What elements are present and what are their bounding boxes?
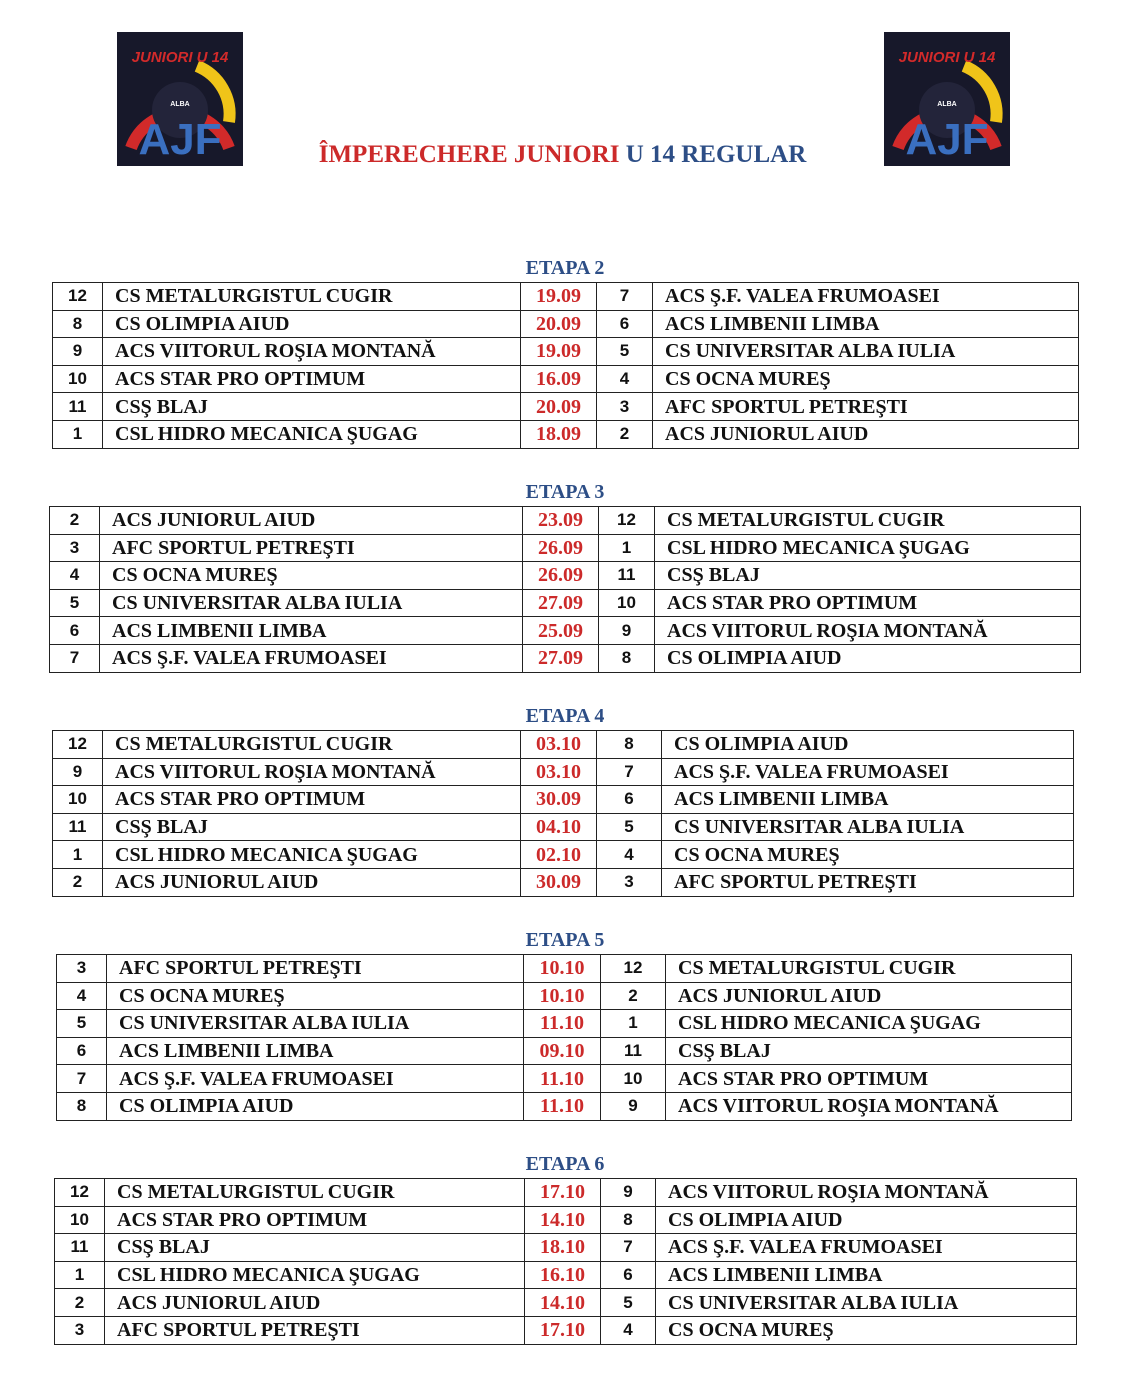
away-team: ACS Ş.F. VALEA FRUMOASEI — [662, 758, 1074, 786]
home-team: ACS JUNIORUL AIUD — [103, 868, 521, 896]
match-row — [53, 393, 1079, 421]
home-number: 8 — [57, 1092, 107, 1120]
home-team: CSŞ BLAJ — [103, 813, 521, 841]
svg-text:ALBA: ALBA — [170, 101, 190, 108]
fixtures-table — [56, 954, 1072, 1121]
match-date: 11.10 — [524, 1065, 601, 1093]
match-date: 19.09 — [521, 338, 597, 366]
match-row — [53, 310, 1079, 338]
home-team: CS OCNA MUREŞ — [107, 982, 524, 1010]
away-number: 7 — [597, 758, 662, 786]
match-row — [55, 1206, 1077, 1234]
match-date: 27.09 — [523, 589, 599, 617]
home-number: 9 — [53, 758, 103, 786]
away-number: 7 — [597, 283, 653, 311]
away-team: ACS STAR PRO OPTIMUM — [655, 589, 1081, 617]
match-date: 17.10 — [525, 1316, 601, 1344]
match-date: 03.10 — [521, 731, 597, 759]
away-team: ACS LIMBENII LIMBA — [662, 786, 1074, 814]
home-number: 7 — [50, 644, 100, 672]
home-team: CS OLIMPIA AIUD — [107, 1092, 524, 1120]
away-number: 1 — [599, 534, 655, 562]
away-number: 9 — [601, 1179, 656, 1207]
away-number: 8 — [601, 1206, 656, 1234]
stage-title: ETAPA 4 — [525, 705, 605, 727]
away-number: 12 — [601, 955, 666, 983]
home-number: 11 — [55, 1234, 105, 1262]
home-team: CSŞ BLAJ — [105, 1234, 525, 1262]
home-number: 12 — [53, 283, 103, 311]
home-team: CS OLIMPIA AIUD — [103, 310, 521, 338]
away-team: CS UNIVERSITAR ALBA IULIA — [662, 813, 1074, 841]
away-number: 5 — [601, 1289, 656, 1317]
away-team: ACS JUNIORUL AIUD — [666, 982, 1072, 1010]
home-team: CSŞ BLAJ — [103, 393, 521, 421]
home-team: CSL HIDRO MECANICA ŞUGAG — [103, 841, 521, 869]
svg-text:AJF: AJF — [905, 115, 989, 164]
away-team: ACS LIMBENII LIMBA — [653, 310, 1079, 338]
match-date: 17.10 — [525, 1179, 601, 1207]
match-date: 23.09 — [523, 507, 599, 535]
match-date: 14.10 — [525, 1289, 601, 1317]
away-number: 6 — [597, 786, 662, 814]
home-team: ACS VIITORUL ROŞIA MONTANĂ — [103, 338, 521, 366]
away-number: 6 — [601, 1261, 656, 1289]
match-row — [50, 644, 1081, 672]
stage-title: ETAPA 2 — [525, 257, 605, 279]
home-number: 5 — [57, 1010, 107, 1038]
match-date: 02.10 — [521, 841, 597, 869]
away-number: 2 — [601, 982, 666, 1010]
page-title — [0, 141, 1125, 169]
match-row — [50, 589, 1081, 617]
away-number: 5 — [597, 338, 653, 366]
away-number: 4 — [601, 1316, 656, 1344]
away-team: ACS VIITORUL ROŞIA MONTANĂ — [655, 617, 1081, 645]
home-team: CS UNIVERSITAR ALBA IULIA — [100, 589, 523, 617]
home-number: 2 — [55, 1289, 105, 1317]
home-team: ACS JUNIORUL AIUD — [105, 1289, 525, 1317]
home-number: 9 — [53, 338, 103, 366]
match-date: 11.10 — [524, 1092, 601, 1120]
away-team: CSŞ BLAJ — [655, 562, 1081, 590]
home-team: ACS STAR PRO OPTIMUM — [105, 1206, 525, 1234]
away-number: 4 — [597, 841, 662, 869]
home-team: AFC SPORTUL PETREŞTI — [107, 955, 524, 983]
match-date: 27.09 — [523, 644, 599, 672]
away-number: 11 — [599, 562, 655, 590]
home-team: ACS LIMBENII LIMBA — [100, 617, 523, 645]
away-number: 1 — [601, 1010, 666, 1038]
match-date: 20.09 — [521, 310, 597, 338]
fixtures-table — [54, 1178, 1077, 1345]
away-number: 2 — [597, 420, 653, 448]
match-row — [53, 283, 1079, 311]
home-team: ACS VIITORUL ROŞIA MONTANĂ — [103, 758, 521, 786]
away-number: 9 — [599, 617, 655, 645]
match-date: 11.10 — [524, 1010, 601, 1038]
away-team: CS UNIVERSITAR ALBA IULIA — [653, 338, 1079, 366]
home-number: 12 — [53, 731, 103, 759]
away-number: 11 — [601, 1037, 666, 1065]
match-row — [55, 1234, 1077, 1262]
away-team: CS OCNA MUREŞ — [653, 365, 1079, 393]
away-team: CSŞ BLAJ — [666, 1037, 1072, 1065]
match-row — [57, 1065, 1072, 1093]
match-date: 16.10 — [525, 1261, 601, 1289]
home-number: 10 — [55, 1206, 105, 1234]
match-row — [57, 1037, 1072, 1065]
fixtures-table — [49, 506, 1081, 673]
match-row — [53, 758, 1074, 786]
home-number: 6 — [57, 1037, 107, 1065]
away-team: ACS VIITORUL ROŞIA MONTANĂ — [656, 1179, 1077, 1207]
home-team: CS METALURGISTUL CUGIR — [103, 731, 521, 759]
home-number: 3 — [55, 1316, 105, 1344]
away-team: CS OCNA MUREŞ — [656, 1316, 1077, 1344]
match-row — [53, 338, 1079, 366]
fixtures-table — [52, 282, 1079, 449]
match-date: 18.10 — [525, 1234, 601, 1262]
stage-title: ETAPA 3 — [525, 481, 605, 503]
match-row — [57, 1010, 1072, 1038]
away-number: 8 — [597, 731, 662, 759]
away-team: CS UNIVERSITAR ALBA IULIA — [656, 1289, 1077, 1317]
home-number: 7 — [57, 1065, 107, 1093]
svg-text:ALBA: ALBA — [937, 101, 957, 108]
home-team: CS METALURGISTUL CUGIR — [105, 1179, 525, 1207]
home-team: CSL HIDRO MECANICA ŞUGAG — [103, 420, 521, 448]
away-team: AFC SPORTUL PETREŞTI — [662, 868, 1074, 896]
away-number: 10 — [601, 1065, 666, 1093]
home-number: 4 — [50, 562, 100, 590]
match-row — [55, 1316, 1077, 1344]
home-number: 11 — [53, 393, 103, 421]
home-team: CSL HIDRO MECANICA ŞUGAG — [105, 1261, 525, 1289]
match-row — [53, 731, 1074, 759]
home-number: 3 — [57, 955, 107, 983]
match-date: 30.09 — [521, 786, 597, 814]
home-team: ACS Ş.F. VALEA FRUMOASEI — [100, 644, 523, 672]
match-row — [50, 562, 1081, 590]
home-number: 10 — [53, 365, 103, 393]
home-number: 2 — [53, 868, 103, 896]
home-team: CS METALURGISTUL CUGIR — [103, 283, 521, 311]
away-team: CS OLIMPIA AIUD — [656, 1206, 1077, 1234]
away-number: 6 — [597, 310, 653, 338]
home-number: 8 — [53, 310, 103, 338]
match-row — [57, 982, 1072, 1010]
page-title-part1: ÎMPERECHERE JUNIORI — [318, 141, 620, 168]
match-row — [55, 1289, 1077, 1317]
match-row — [57, 1092, 1072, 1120]
home-team: ACS JUNIORUL AIUD — [100, 507, 523, 535]
home-number: 3 — [50, 534, 100, 562]
away-team: ACS Ş.F. VALEA FRUMOASEI — [656, 1234, 1077, 1262]
away-number: 10 — [599, 589, 655, 617]
match-row — [53, 365, 1079, 393]
away-number: 9 — [601, 1092, 666, 1120]
match-row — [53, 813, 1074, 841]
away-team: AFC SPORTUL PETREŞTI — [653, 393, 1079, 421]
away-team: CS METALURGISTUL CUGIR — [666, 955, 1072, 983]
home-number: 4 — [57, 982, 107, 1010]
stage-title: ETAPA 5 — [525, 929, 605, 951]
match-date: 16.09 — [521, 365, 597, 393]
home-team: AFC SPORTUL PETREŞTI — [100, 534, 523, 562]
away-team: ACS LIMBENII LIMBA — [656, 1261, 1077, 1289]
match-date: 18.09 — [521, 420, 597, 448]
away-team: ACS STAR PRO OPTIMUM — [666, 1065, 1072, 1093]
svg-text:JUNIORI U 14: JUNIORI U 14 — [131, 49, 229, 66]
home-team: ACS LIMBENII LIMBA — [107, 1037, 524, 1065]
page-title-part2: U 14 REGULAR — [625, 141, 807, 168]
match-row — [50, 617, 1081, 645]
home-team: CS UNIVERSITAR ALBA IULIA — [107, 1010, 524, 1038]
match-row — [53, 868, 1074, 896]
away-team: CS METALURGISTUL CUGIR — [655, 507, 1081, 535]
home-number: 2 — [50, 507, 100, 535]
match-date: 09.10 — [524, 1037, 601, 1065]
away-team: CSL HIDRO MECANICA ŞUGAG — [666, 1010, 1072, 1038]
away-number: 3 — [597, 868, 662, 896]
home-number: 1 — [53, 420, 103, 448]
match-row — [50, 507, 1081, 535]
away-team: ACS Ş.F. VALEA FRUMOASEI — [653, 283, 1079, 311]
away-number: 5 — [597, 813, 662, 841]
match-date: 10.10 — [524, 982, 601, 1010]
home-team: AFC SPORTUL PETREŞTI — [105, 1316, 525, 1344]
home-team: CS OCNA MUREŞ — [100, 562, 523, 590]
home-number: 5 — [50, 589, 100, 617]
fixtures-table — [52, 730, 1074, 897]
away-team: CS OLIMPIA AIUD — [655, 644, 1081, 672]
away-team: CSL HIDRO MECANICA ŞUGAG — [655, 534, 1081, 562]
match-date: 19.09 — [521, 283, 597, 311]
home-number: 1 — [55, 1261, 105, 1289]
svg-text:JUNIORI U 14: JUNIORI U 14 — [898, 49, 996, 66]
match-row — [55, 1261, 1077, 1289]
match-row — [53, 841, 1074, 869]
match-date: 26.09 — [523, 534, 599, 562]
away-number: 3 — [597, 393, 653, 421]
match-date: 04.10 — [521, 813, 597, 841]
match-row — [53, 786, 1074, 814]
match-date: 03.10 — [521, 758, 597, 786]
match-date: 25.09 — [523, 617, 599, 645]
svg-text:AJF: AJF — [138, 115, 222, 164]
match-date: 26.09 — [523, 562, 599, 590]
match-date: 30.09 — [521, 868, 597, 896]
match-row — [53, 420, 1079, 448]
match-date: 20.09 — [521, 393, 597, 421]
match-row — [57, 955, 1072, 983]
away-team: ACS VIITORUL ROŞIA MONTANĂ — [666, 1092, 1072, 1120]
away-team: CS OLIMPIA AIUD — [662, 731, 1074, 759]
home-team: ACS STAR PRO OPTIMUM — [103, 365, 521, 393]
away-team: CS OCNA MUREŞ — [662, 841, 1074, 869]
away-number: 7 — [601, 1234, 656, 1262]
match-date: 14.10 — [525, 1206, 601, 1234]
away-number: 4 — [597, 365, 653, 393]
match-date: 10.10 — [524, 955, 601, 983]
home-number: 11 — [53, 813, 103, 841]
away-team: ACS JUNIORUL AIUD — [653, 420, 1079, 448]
match-row — [50, 534, 1081, 562]
away-number: 12 — [599, 507, 655, 535]
stage-title: ETAPA 6 — [525, 1153, 605, 1175]
home-number: 10 — [53, 786, 103, 814]
home-number: 12 — [55, 1179, 105, 1207]
away-number: 8 — [599, 644, 655, 672]
home-team: ACS Ş.F. VALEA FRUMOASEI — [107, 1065, 524, 1093]
home-number: 1 — [53, 841, 103, 869]
home-number: 6 — [50, 617, 100, 645]
home-team: ACS STAR PRO OPTIMUM — [103, 786, 521, 814]
match-row — [55, 1179, 1077, 1207]
